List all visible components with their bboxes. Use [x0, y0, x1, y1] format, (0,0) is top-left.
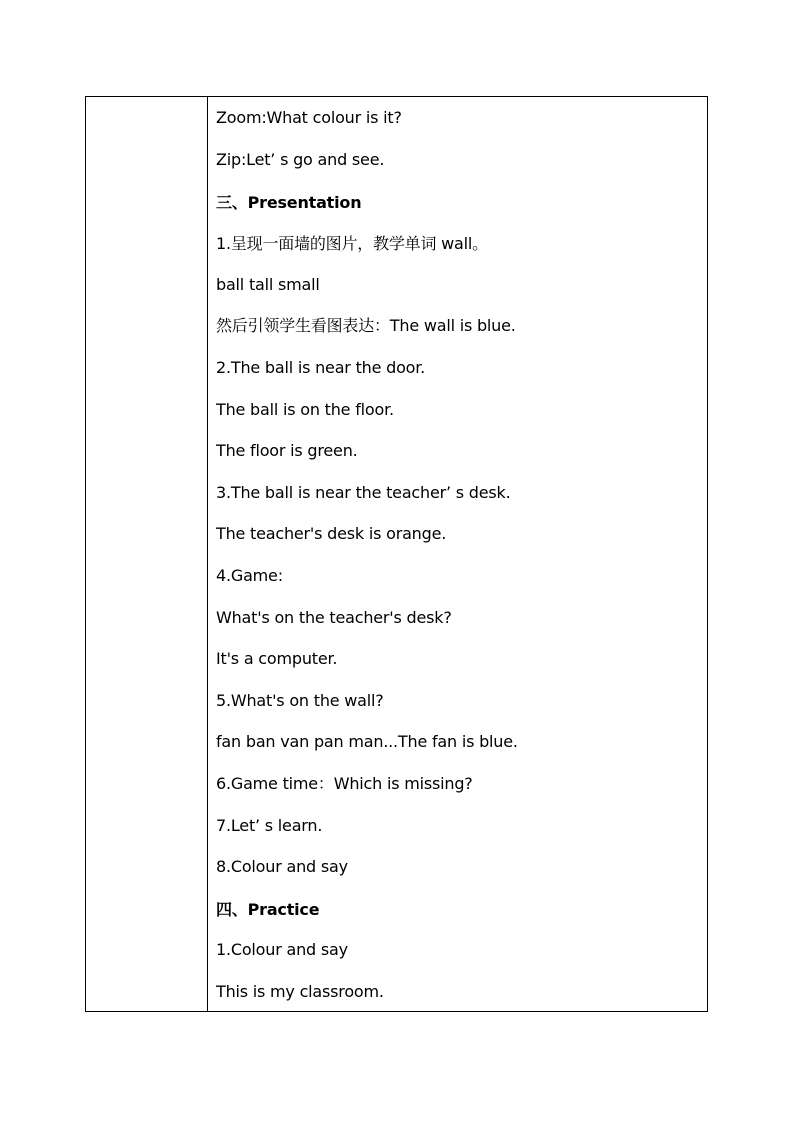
text-line-step-4-game: 4.Game:	[216, 566, 283, 585]
text-line-zip-answer: Zip:Let’ s go and see.	[216, 150, 385, 169]
section-heading-practice: 四、Practice	[216, 900, 320, 919]
lesson-plan-table	[85, 96, 708, 1012]
text-line-desk-question: What's on the teacher's desk?	[216, 608, 452, 627]
text-line-step-6: 6.Game time：Which is missing?	[216, 774, 473, 793]
text-line-fan-words: fan ban van pan man...The fan is blue.	[216, 732, 518, 751]
text-line-desk-orange: The teacher's desk is orange.	[216, 524, 447, 543]
text-line-step-2: 2.The ball is near the door.	[216, 358, 426, 377]
text-line-step-5: 5.What's on the wall?	[216, 691, 384, 710]
text-line-step-8: 8.Colour and say	[216, 857, 348, 876]
text-line-step-3: 3.The ball is near the teacher’ s desk.	[216, 483, 511, 502]
text-line-floor-green: The floor is green.	[216, 441, 358, 460]
text-line-step-1: 1.呈现一面墙的图片，教学单词 wall。	[216, 234, 488, 253]
section-heading-presentation: 三、Presentation	[216, 193, 362, 212]
text-line-ball-on-floor: The ball is on the floor.	[216, 400, 394, 419]
text-line-classroom: This is my classroom.	[216, 982, 384, 1001]
text-line-guide-students: 然后引领学生看图表达：The wall is blue.	[216, 316, 516, 335]
text-line-step-7: 7.Let’ s learn.	[216, 816, 323, 835]
table-left-cell	[86, 97, 208, 1011]
text-line-practice-1: 1.Colour and say	[216, 940, 348, 959]
table-content-cell	[208, 97, 707, 1011]
text-line-computer: It's a computer.	[216, 649, 338, 668]
text-line-zoom-question: Zoom:What colour is it?	[216, 108, 402, 127]
text-line-word-list: ball tall small	[216, 275, 320, 294]
